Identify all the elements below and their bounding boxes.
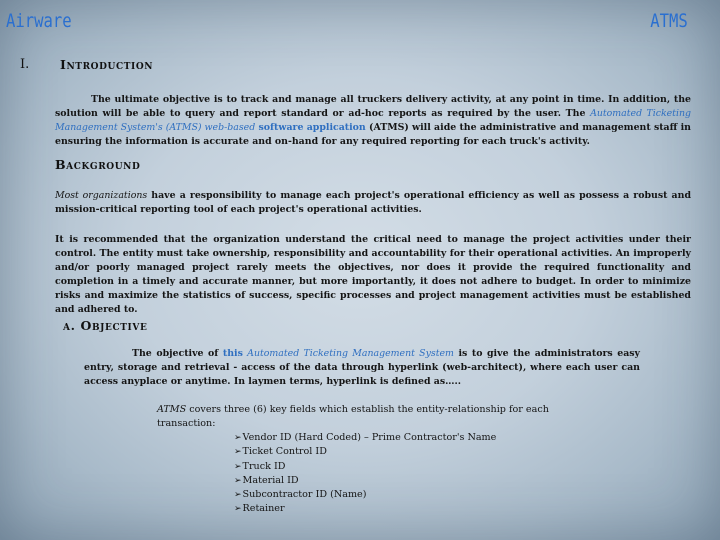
arrow-bullet-icon: ➢ (234, 490, 242, 501)
key-field-label: Subcontractor ID (Name) (242, 489, 367, 501)
objective-this-word: this (222, 348, 243, 359)
arrow-bullet-icon: ➢ (234, 447, 242, 458)
key-field-item (234, 502, 496, 516)
key-field-label: Vendor ID (Hard Coded) – Prime Contractor's Name (242, 432, 497, 443)
introduction-heading: Introduction (60, 57, 154, 72)
fields-intro-rest: covers three (6) key fields which establish the entity-relationship for each transaction: (157, 404, 549, 429)
objective-text-part2: is to give the administrators easy entry, storage and retrieval - access of the data through hyperlink (web-architect), where each user can access anyplace or anytime. In laymen terms, hyperlink is defined as….. (84, 348, 640, 387)
arrow-bullet-icon: ➢ (234, 475, 242, 486)
background-italic-lead: Most organizations (55, 190, 148, 201)
background-paragraph-1 (55, 189, 691, 217)
header-right-title: ATMS (650, 10, 688, 32)
background-heading: Background (55, 157, 141, 172)
key-field-item (234, 445, 496, 459)
introduction-paragraph (55, 93, 691, 149)
key-field-item (234, 460, 496, 474)
background-text1-rest: have a responsibility to manage each project's operational efficiency as well as possess a robust and mission-critical reporting tool of each project's operational activities. (55, 190, 691, 215)
intro-system-name: Automated Ticketing Management System's (ATMS) web-based (55, 108, 691, 133)
background-paragraph-2: It is recommended that the organization understand the critical need to manage the project activities under their control. The entity must take ownership, responsibility and accountability for their operational activities. An improperly and/or poorly managed project rarely meets the objectives, nor does it provide the required functionality and completion in a timely and accurate manner, but more importantly, it does not adhere to budget. In order to minimize risks and maximize the statistics of success, specific processes and project management activities must be established and adhered to. (55, 234, 691, 315)
fields-intro-paragraph (157, 403, 557, 431)
key-field-item (234, 431, 496, 445)
arrow-bullet-icon: ➢ (234, 461, 242, 472)
objective-text-part1: The objective of (132, 348, 223, 359)
intro-text-part3: (ATMS) will aide the administrative and management staff in ensuring the information is accurate and on-hand for any required reporting for each truck's activity. (55, 122, 691, 147)
key-field-label: Ticket Control ID (242, 446, 327, 458)
objective-system-name: Automated Ticketing Management System (242, 348, 454, 359)
arrow-bullet-icon: ➢ (234, 433, 242, 443)
section-number: I. (20, 57, 30, 72)
intro-software-application: software application (255, 122, 366, 133)
key-field-label: Retainer (242, 503, 285, 515)
key-field-label: Truck ID (242, 460, 286, 472)
fields-intro-italic-lead: ATMS (157, 404, 187, 415)
objective-heading: a. Objective (63, 318, 148, 333)
arrow-bullet-icon: ➢ (234, 504, 242, 515)
key-field-item (234, 488, 496, 502)
header-left-title: Airware (6, 10, 72, 32)
key-fields-list (234, 431, 496, 517)
key-field-label: Material ID (242, 474, 299, 486)
objective-paragraph (84, 347, 640, 389)
intro-text-part1: The ultimate objective is to track and manage all truckers delivery activity, at any point in time. In addition, the solution will be able to query and report standard or ad-hoc reports as required by the user. The (55, 94, 691, 119)
key-field-item (234, 474, 496, 488)
